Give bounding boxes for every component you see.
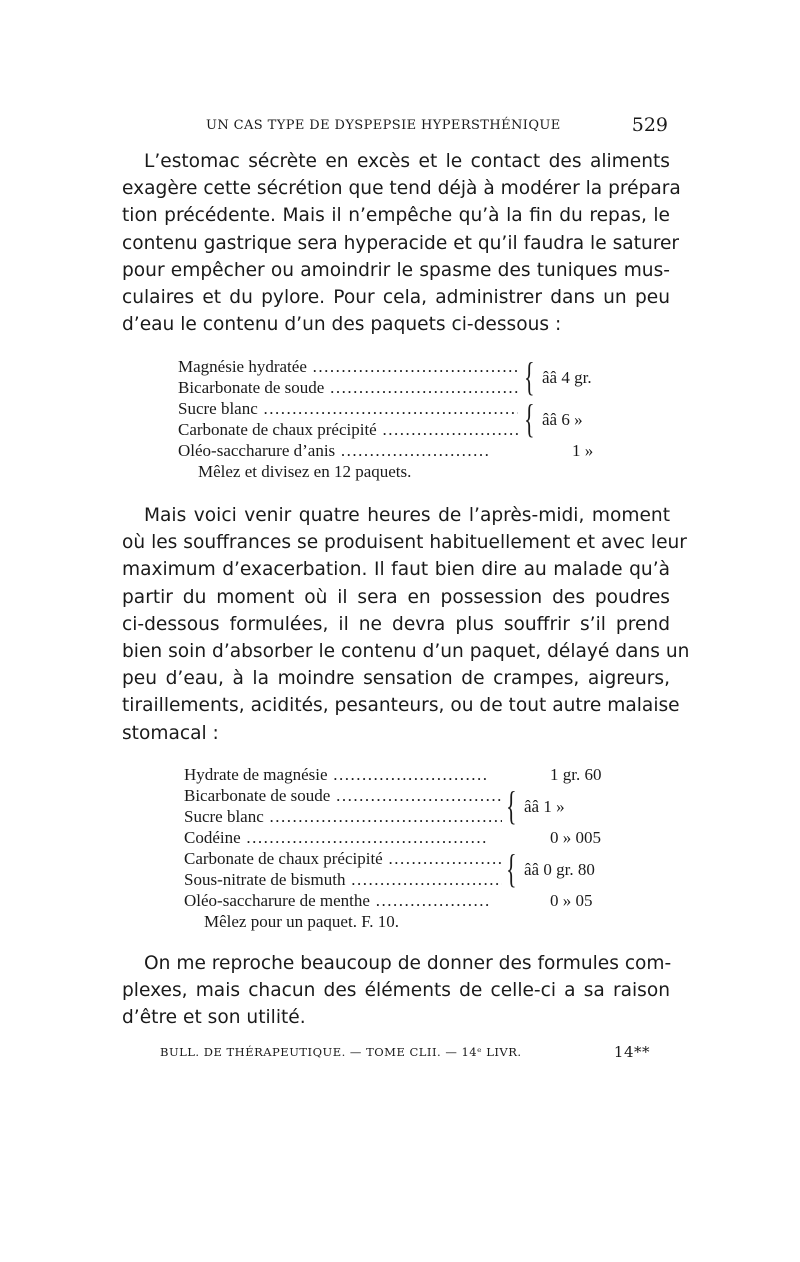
formula-row: [184, 764, 644, 785]
text-line: maximum d’exacerbation. Il faut bien dire au malade qu’à: [122, 559, 670, 581]
brace-icon: {: [506, 846, 517, 891]
quantity: ââ 0 gr. 80: [524, 860, 595, 879]
ingredient-name: Oléo-saccharure d’anis .....: [178, 440, 488, 461]
formula-row: [184, 890, 644, 911]
ingredient-name: Bicarbonate de soude .....: [184, 785, 502, 806]
paragraph-3: [122, 950, 670, 1032]
ingredient-name: Carbonate de chaux précipité .....: [184, 848, 502, 869]
formula-row: [178, 440, 628, 461]
ingredient-name: Carbonate de chaux précipité .....: [178, 419, 518, 440]
text-line: où les souffrances se produisent habituellement et avec leur: [122, 532, 687, 554]
quantity: 1 gr. 60: [550, 765, 602, 784]
text-line: pour empêcher ou amoindrir le spasme des tuniques mus-: [122, 259, 670, 281]
text-line: peu d’eau, à la moindre sensation de crampes, aigreurs,: [122, 668, 670, 690]
formula-row: [184, 827, 644, 848]
signature-mark: 14**: [613, 1043, 650, 1061]
page-number: 529: [631, 114, 668, 136]
page-footer: [160, 1043, 650, 1065]
text-line: plexes, mais chacun des éléments de celle-ci a sa raison: [122, 980, 670, 1002]
brace-icon: {: [524, 354, 535, 399]
formula-row: [184, 806, 644, 827]
quantity: ââ 6 »: [542, 410, 583, 429]
quantity: 0 » 005: [550, 828, 601, 847]
text-line: tion précédente. Mais il n’empêche qu’à la fin du repas, le: [122, 205, 670, 227]
formula-note: Mêlez pour un paquet. F. 10.: [204, 912, 400, 931]
ingredient-name: Bicarbonate de soude .....: [178, 377, 518, 398]
ingredient-name: Sucre blanc .....: [178, 398, 518, 419]
ingredient-name: Hydrate de magnésie .....: [184, 764, 489, 785]
formula-2: [184, 764, 644, 936]
journal-reference: BULL. DE THÉRAPEUTIQUE. — TOME CLII. — 14ᵉ LIVR.: [160, 1045, 522, 1059]
quantity: 1 »: [572, 441, 594, 460]
text-line: culaires et du pylore. Pour cela, administrer dans un peu: [122, 287, 670, 309]
running-head: [206, 114, 668, 136]
ingredient-name: Sous-nitrate de bismuth .....: [184, 869, 502, 890]
paragraph-2: [122, 502, 690, 747]
running-title: UN CAS TYPE DE DYSPEPSIE HYPERSTHÉNIQUE: [206, 118, 561, 133]
quantity: ââ 4 gr.: [542, 368, 592, 387]
formula-note: Mêlez et divisez en 12 paquets.: [198, 462, 412, 481]
brace-icon: {: [506, 783, 517, 828]
text-line: tiraillements, acidités, pesanteurs, ou de tout autre malaise: [122, 695, 680, 717]
text-line: On me reproche beaucoup de donner des formules com-: [144, 953, 672, 974]
ingredient-name: Oléo-saccharure de menthe .....: [184, 890, 489, 911]
formula-row: [184, 785, 644, 806]
ingredient-name: Sucre blanc .....: [184, 806, 502, 827]
paragraph-1: [122, 148, 681, 338]
ingredient-name: Magnésie hydratée .....: [178, 356, 518, 377]
text-line: contenu gastrique sera hyperacide et qu’il faudra le saturer: [122, 232, 680, 254]
text-line: d’eau le contenu d’un des paquets ci-dessous :: [122, 314, 562, 336]
text-line: exagère cette sécrétion que tend déjà à modérer la prépara: [122, 178, 681, 200]
text-line: partir du moment où il sera en possession des poudres: [122, 586, 670, 608]
brace-icon: {: [524, 396, 535, 441]
text-line: d’être et son utilité.: [122, 1007, 306, 1029]
ingredient-name: Codéine .....: [184, 827, 489, 848]
quantity: ââ 1 »: [524, 797, 565, 816]
text-line: ci-dessous formulées, il ne devra plus souffrir s’il prend: [122, 613, 670, 635]
quantity: 0 » 05: [550, 891, 593, 910]
text-line: L’estomac sécrète en excès et le contact des aliments: [144, 151, 670, 172]
text-line: stomacal :: [122, 722, 219, 744]
formula-1: [178, 356, 628, 486]
text-line: Mais voici venir quatre heures de l’après-midi, moment: [144, 505, 670, 526]
text-line: bien soin d’absorber le contenu d’un paquet, délayé dans un: [122, 641, 690, 663]
